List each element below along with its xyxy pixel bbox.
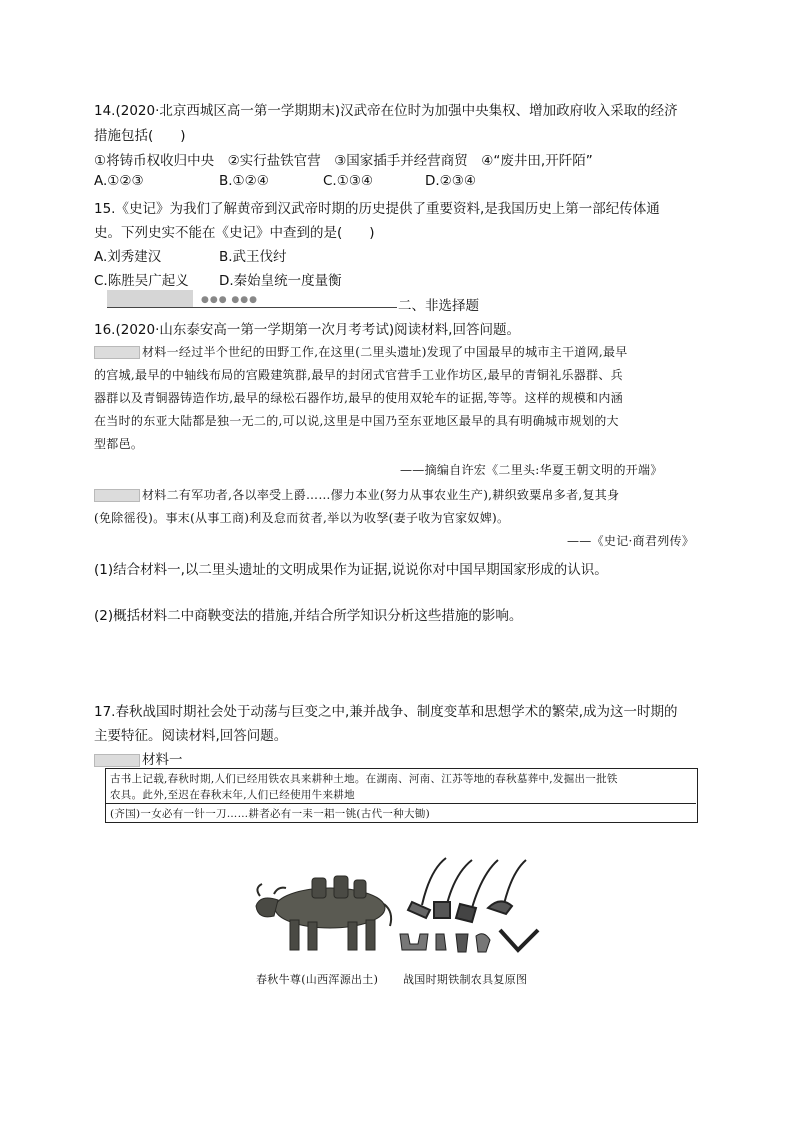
- q15-option-a: A.刘秀建汉: [94, 249, 162, 265]
- q14-option-a: A.①②③: [94, 173, 144, 189]
- q14-option-d: D.②③④: [425, 173, 476, 189]
- q15-option-b: B.武王伐纣: [219, 249, 287, 265]
- q17-table-row1-line2: 农具。此外,至迟在春秋末年,人们已经使用牛来耕地: [110, 789, 355, 801]
- iron-tools-image: [400, 858, 538, 952]
- q17-table-row1-line1: 古书上记载,春秋时期,人们已经用铁农具来耕种土地。在湖南、河南、江苏等地的春秋墓葬中,发掘出一批铁: [110, 773, 618, 785]
- q17-caption-right: 战国时期铁制农具复原图: [403, 973, 528, 986]
- q17-material1-label: [94, 748, 183, 768]
- q14-items: ①将铸币权收归中央 ②实行盐铁官营 ③国家插手并经营商贸 ④“废井田,开阡陌”: [94, 153, 593, 169]
- material-marker: [94, 346, 140, 359]
- q14-stem-line2: 措施包括( ): [94, 128, 186, 144]
- q16-material1-line3: 器群以及青铜器铸造作坊,最早的绿松石器作坊,最早的使用双轮车的证据,等等。这样的规模和内涵: [94, 391, 623, 405]
- ox-zun-image: [256, 876, 391, 950]
- q16-material2-source: ——《史记·商君列传》: [567, 534, 695, 548]
- q15-stem-line1: 15.《史记》为我们了解黄帝到汉武帝时期的历史提供了重要资料,是我国历史上第一部纪传体通: [94, 201, 660, 217]
- q14-option-b: B.①②④: [219, 173, 269, 189]
- q16-subquestion2: (2)概括材料二中商鞅变法的措施,并结合所学知识分析这些措施的影响。: [94, 608, 523, 624]
- q16-material1-line4: 在当时的东亚大陆都是独一无二的,可以说,这里是中国乃至东亚地区最早的具有明确城市规划的大: [94, 414, 619, 428]
- q15-option-c: C.陈胜吴广起义: [94, 273, 189, 289]
- q17-material1-label-text: 材料一: [142, 752, 183, 768]
- q16-subquestion1: (1)结合材料一,以二里头遗址的文明成果作为证据,说说你对中国早期国家形成的认识。: [94, 562, 608, 578]
- section-header-tab: [107, 290, 193, 308]
- section-header-dots: ●●● ●●●: [201, 295, 258, 305]
- material-marker: [94, 489, 140, 502]
- q16-intro: 16.(2020·山东泰安高一第一学期第一次月考考试)阅读材料,回答问题。: [94, 322, 520, 338]
- q14-option-c: C.①③④: [323, 173, 374, 189]
- q17-illustration: [250, 850, 550, 965]
- q17-table-divider: [105, 803, 696, 804]
- q14-stem-line1: 14.(2020·北京西城区高一第一学期期末)汉武帝在位时为加强中央集权、增加政府收入采取的经济: [94, 103, 678, 119]
- section-header-rule: [107, 307, 397, 308]
- material-marker: [94, 754, 140, 767]
- q17-table-row2: (齐国)一女必有一针一刀……耕者必有一耒一耜一铫(古代一种大锄): [110, 808, 430, 820]
- q16-material1-text1: 材料一经过半个世纪的田野工作,在这里(二里头遗址)发现了中国最早的城市主干道网,最早: [142, 345, 628, 359]
- q16-material1-line1: [94, 343, 628, 360]
- q15-option-d: D.秦始皇统一度量衡: [219, 273, 342, 289]
- q16-material2-line2: (免除徭役)。事末(从事工商)利及怠而贫者,举以为收孥(妻子收为官家奴婢)。: [94, 511, 510, 525]
- q17-stem-line2: 主要特征。阅读材料,回答问题。: [94, 728, 288, 744]
- q16-material2-text1: 材料二有军功者,各以率受上爵……僇力本业(努力从事农业生产),耕织致粟帛多者,复其身: [142, 488, 620, 502]
- q15-stem-line2: 史。下列史实不能在《史记》中查到的是( ): [94, 225, 375, 241]
- q17-stem-line1: 17.春秋战国时期社会处于动荡与巨变之中,兼并战争、制度变革和思想学术的繁荣,成为这一时期的: [94, 704, 678, 720]
- section-title: 二、非选择题: [398, 298, 479, 314]
- q16-material1-source: ——摘编自许宏《二里头:华夏王朝文明的开端》: [400, 463, 663, 477]
- q16-material1-line2: 的宫城,最早的中轴线布局的宫殿建筑群,最早的封闭式官营手工业作坊区,最早的青铜礼乐器群、兵: [94, 368, 623, 382]
- q16-material1-line5: 型都邑。: [94, 437, 144, 451]
- q16-material2-line1: [94, 486, 619, 503]
- q17-caption-left: 春秋牛尊(山西浑源出土): [256, 973, 379, 986]
